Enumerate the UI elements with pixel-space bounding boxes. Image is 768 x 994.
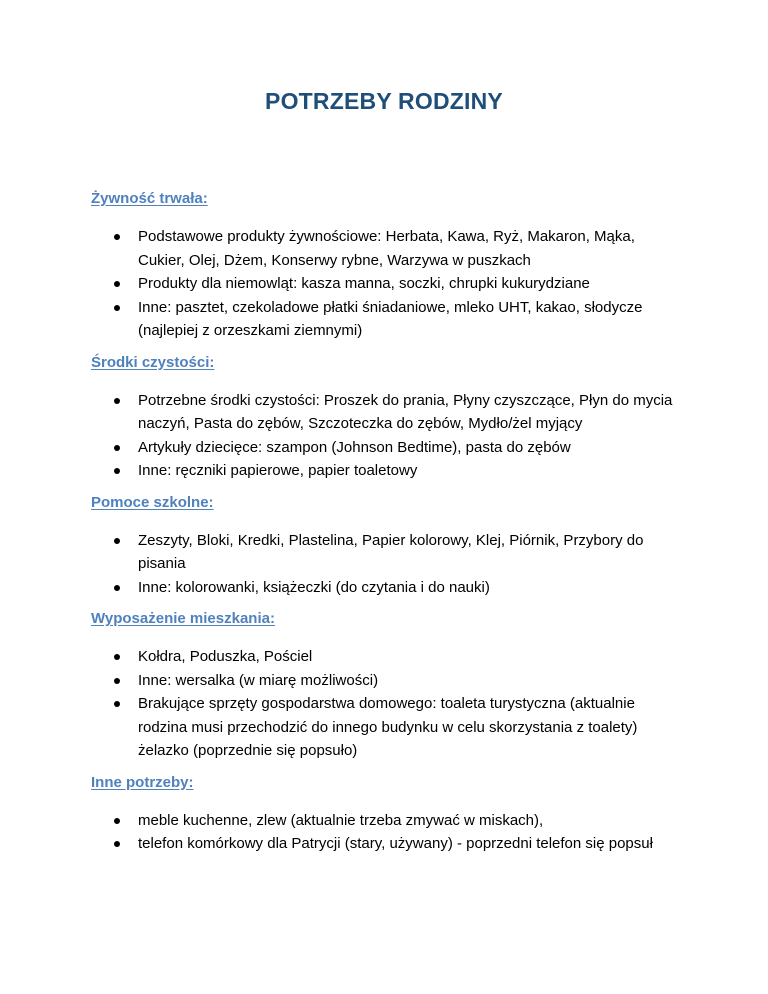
bullet-icon (114, 468, 120, 474)
list-item-text: Artykuły dziecięce: szampon (Johnson Bedtime), pasta do zębów (138, 438, 571, 456)
list-item (91, 832, 678, 856)
bullet-icon (114, 445, 120, 451)
list-item (91, 296, 678, 343)
list-item (91, 389, 678, 436)
list-item-text: Inne: kolorowanki, książeczki (do czytania i do nauki) (138, 578, 490, 596)
list-item (91, 669, 678, 693)
bullet-icon (114, 234, 120, 240)
bullet-icon (114, 654, 120, 660)
list-item-text: Brakujące sprzęty gospodarstwa domowego: toaleta turystyczna (aktualnie rodzina musi przechodzić do innego budynku w celu skorzystania z toalety) żelazko (poprzednie się popsuło) (138, 695, 638, 759)
list-item-text: Inne: pasztet, czekoladowe płatki śniadaniowe, mleko UHT, kakao, słodycze (najlepiej z orzeszkami ziemnymi) (138, 298, 643, 339)
list-item-text: telefon komórkowy dla Patrycji (stary, używany) - poprzedni telefon się popsuł (138, 835, 653, 852)
list-item (91, 225, 678, 272)
list-item-text: Podstawowe produkty żywnościowe: Herbata, Kawa, Ryż, Makaron, Mąka, Cukier, Olej, Dżem, Konserwy rybne, Warzywa w puszkach (138, 228, 635, 269)
section-heading: Pomoce szkolne: (91, 493, 214, 511)
section (91, 609, 691, 763)
document-content (91, 189, 691, 866)
section-heading: Środki czystości: (91, 353, 215, 371)
section-heading: Żywność trwała: (91, 190, 208, 207)
bullet-icon (114, 701, 120, 707)
list-item (91, 645, 678, 669)
list-item (91, 436, 678, 460)
bullet-list (91, 225, 691, 343)
document-title: POTRZEBY RODZINY (265, 88, 503, 114)
bullet-list (91, 529, 691, 600)
bullet-icon (114, 841, 120, 847)
bullet-list (91, 645, 691, 763)
list-item-text: Zeszyty, Bloki, Kredki, Plastelina, Papier kolorowy, Klej, Piórnik, Przybory do pisania (138, 531, 644, 572)
list-item-text: Inne: ręczniki papierowe, papier toaletowy (138, 462, 418, 479)
list-item-text: Kołdra, Poduszka, Pościel (138, 648, 313, 665)
bullet-icon (114, 818, 120, 824)
bullet-icon (114, 398, 120, 404)
bullet-icon (114, 678, 120, 684)
bullet-icon (114, 281, 120, 287)
list-item (91, 809, 678, 833)
section (91, 353, 691, 483)
list-item-text: Produkty dla niemowląt: kasza manna, soczki, chrupki kukurydziane (138, 275, 590, 292)
section (91, 189, 691, 343)
section-heading: Inne potrzeby: (91, 773, 194, 791)
bullet-list (91, 809, 691, 856)
section (91, 773, 691, 856)
list-item (91, 529, 678, 576)
section (91, 493, 691, 600)
list-item (91, 272, 678, 296)
list-item (91, 692, 678, 763)
list-item-text: meble kuchenne, zlew (aktualnie trzeba zmywać w miskach), (138, 811, 544, 829)
list-item (91, 459, 678, 483)
section-heading: Wyposażenie mieszkania: (91, 610, 275, 627)
list-item-text: Potrzebne środki czystości: Proszek do prania, Płyny czyszczące, Płyn do mycia naczyń, Pasta do zębów, Szczoteczka do zębów, Mydło/żel myjący (138, 391, 673, 432)
bullet-icon (114, 305, 120, 311)
list-item-text: Inne: wersalka (w miarę możliwości) (138, 671, 379, 689)
bullet-icon (114, 585, 120, 591)
list-item (91, 576, 678, 600)
bullet-list (91, 389, 691, 483)
bullet-icon (114, 538, 120, 544)
